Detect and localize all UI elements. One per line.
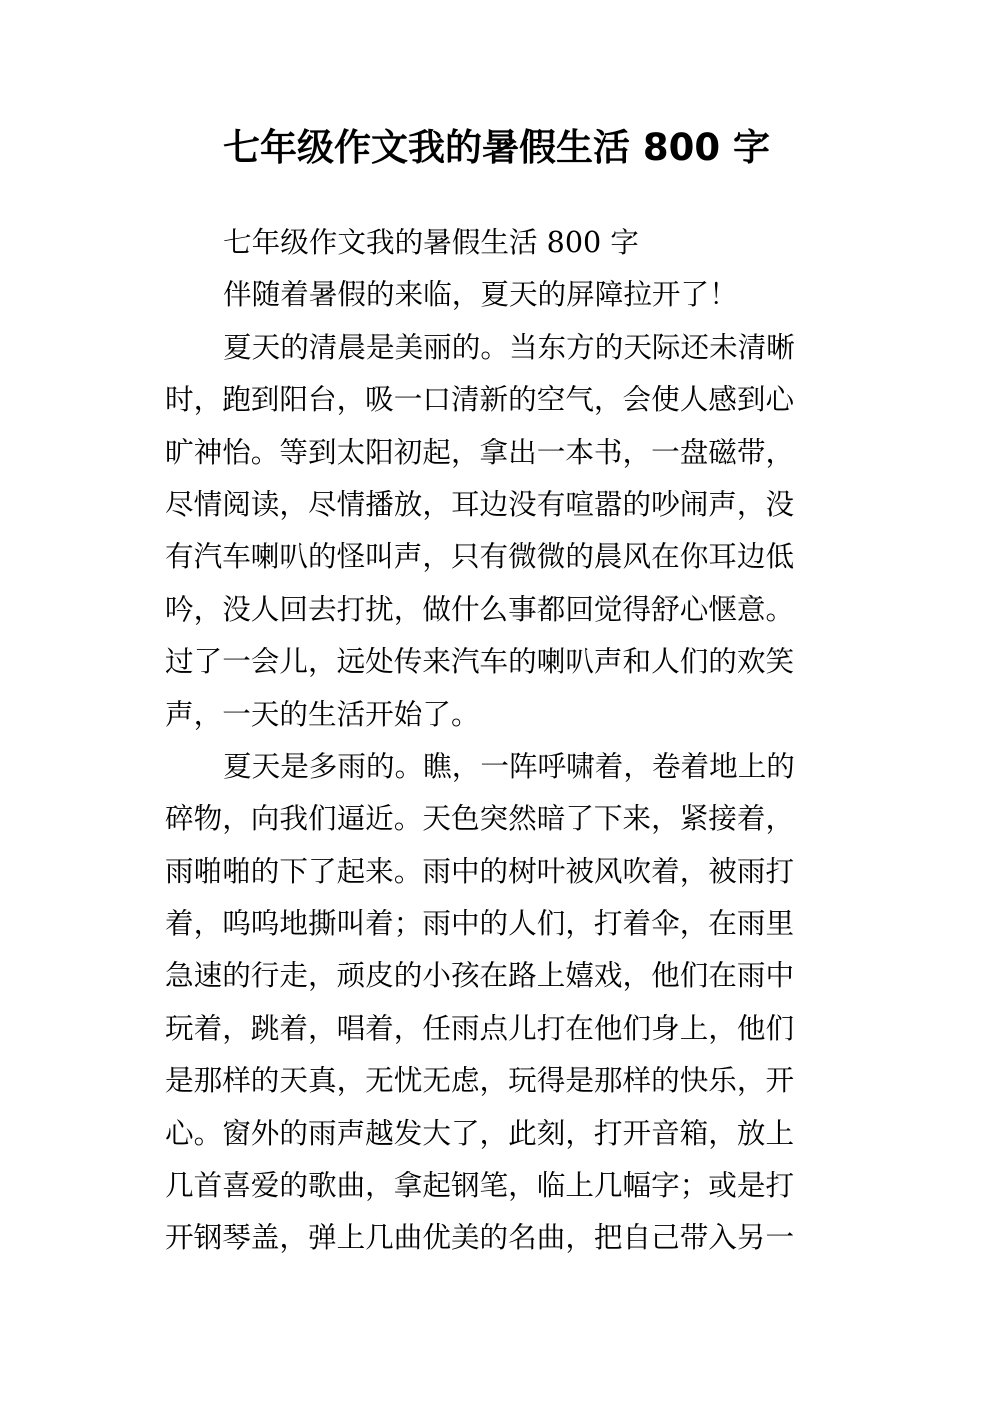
document-body xyxy=(165,216,830,1264)
paragraph-line: 夏天的清晨是美丽的。当东方的天际还未清晰 xyxy=(223,329,795,364)
paragraph-line: 声，一天的生活开始了。 xyxy=(165,696,480,731)
paragraph-line: 旷神怡。等到太阳初起，拿出一本书，一盘磁带， xyxy=(165,434,795,469)
paragraph-line: 是那样的天真，无忧无虑，玩得是那样的快乐，开 xyxy=(165,1063,795,1098)
paragraph-line: 急速的行走，顽皮的小孩在路上嬉戏，他们在雨中 xyxy=(165,958,795,993)
subtitle-line: 七年级作文我的暑假生活 800 字 xyxy=(223,225,639,259)
paragraph-line: 心。窗外的雨声越发大了，此刻，打开音箱，放上 xyxy=(165,1115,795,1150)
paragraph-line: 着，呜呜地撕叫着；雨中的人们，打着伞，在雨里 xyxy=(165,906,795,941)
paragraph-line: 碎物，向我们逼近。天色突然暗了下来，紧接着， xyxy=(165,801,795,836)
paragraph-line: 夏天是多雨的。瞧，一阵呼啸着，卷着地上的 xyxy=(223,748,795,783)
paragraph-line: 雨啪啪的下了起来。雨中的树叶被风吹着，被雨打 xyxy=(165,853,795,888)
paragraph-line: 有汽车喇叭的怪叫声，只有微微的晨风在你耳边低 xyxy=(165,539,795,574)
paragraph-line: 开钢琴盖，弹上几曲优美的名曲，把自己带入另一 xyxy=(165,1220,795,1255)
paragraph-line: 几首喜爱的歌曲，拿起钢笔，临上几幅字；或是打 xyxy=(165,1168,795,1203)
paragraph-line: 玩着，跳着，唱着，任雨点儿打在他们身上，他们 xyxy=(165,1010,795,1045)
paragraph-line: 时，跑到阳台，吸一口清新的空气，会使人感到心 xyxy=(165,382,795,417)
paragraph-line: 过了一会儿，远处传来汽车的喇叭声和人们的欢笑 xyxy=(165,644,795,679)
paragraph-line: 尽情阅读，尽情播放，耳边没有喧嚣的吵闹声，没 xyxy=(165,486,795,521)
document-title: 七年级作文我的暑假生活 800 字 xyxy=(223,126,770,169)
paragraph-line: 吟，没人回去打扰，做什么事都回觉得舒心惬意。 xyxy=(165,591,795,626)
paragraph-line: 伴随着暑假的来临，夏天的屏障拉开了！ xyxy=(223,277,738,312)
